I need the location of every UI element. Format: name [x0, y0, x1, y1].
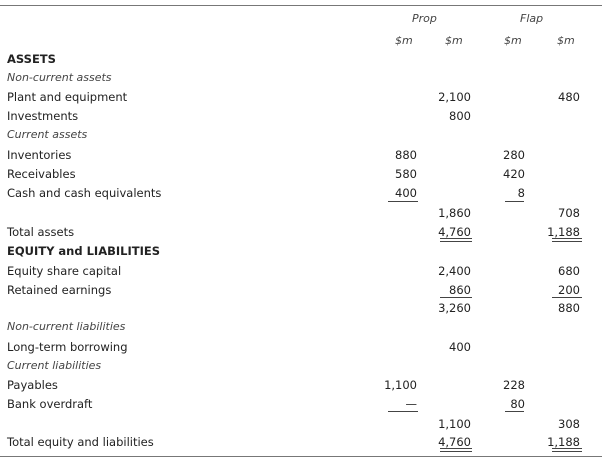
row-label: Retained earnings — [7, 283, 112, 297]
amount-c2: 860 — [449, 283, 471, 297]
amount-c1: 1,100 — [384, 378, 417, 392]
amount-c4: 200 — [558, 283, 580, 297]
amount-c2: 400 — [449, 340, 471, 354]
amount-c4: 480 — [558, 90, 580, 104]
table-row — [0, 338, 602, 358]
row-label: Plant and equipment — [7, 90, 128, 104]
amount-c2: 800 — [449, 109, 471, 123]
double-underline-flap-total-assets — [552, 238, 582, 242]
row-label: Long-term borrowing — [7, 340, 128, 354]
amount-c4: 708 — [558, 206, 580, 220]
amount-c4: 880 — [558, 301, 580, 315]
table-row — [0, 165, 602, 185]
currency-col-3: $m — [504, 34, 522, 47]
table-row — [0, 50, 602, 70]
row-label: EQUITY and LIABILITIES — [7, 244, 161, 258]
amount-c4: 308 — [558, 417, 580, 431]
row-label: Equity share capital — [7, 264, 122, 278]
amount-c2: 1,100 — [438, 417, 471, 431]
underline-prop-current-assets — [388, 201, 418, 202]
amount-c3: 228 — [503, 378, 525, 392]
currency-col-2: $m — [445, 34, 463, 47]
underline-prop-equity — [440, 297, 472, 298]
table-row — [0, 395, 602, 415]
table-row — [0, 415, 602, 435]
amount-c1: 880 — [395, 148, 417, 162]
currency-col-1: $m — [395, 34, 413, 47]
table-row — [0, 126, 602, 146]
row-label: Non-current assets — [7, 71, 112, 84]
row-label: Bank overdraft — [7, 397, 93, 411]
table-row — [0, 281, 602, 301]
row-label: Payables — [7, 378, 58, 392]
amount-c3: 8 — [517, 186, 525, 200]
top-rule — [0, 5, 602, 6]
row-label: Current liabilities — [7, 359, 102, 372]
row-label: Receivables — [7, 167, 76, 181]
bottom-rule — [0, 456, 602, 457]
table-row — [0, 433, 602, 453]
table-row — [0, 88, 602, 108]
row-label: Total assets — [7, 225, 75, 239]
amount-c4: 680 — [558, 264, 580, 278]
row-label: Total equity and liabilities — [7, 435, 154, 449]
double-underline-flap-total-eq-liab — [552, 448, 582, 452]
table-row — [0, 357, 602, 377]
row-label: ASSETS — [7, 52, 56, 66]
row-label: Cash and cash equivalents — [7, 186, 162, 200]
amount-c3: 80 — [510, 397, 525, 411]
amount-c2: 2,400 — [438, 264, 471, 278]
row-label: Non-current liabilities — [7, 320, 126, 333]
amount-c1: — — [405, 397, 417, 411]
amount-c1: 400 — [395, 186, 417, 200]
amount-c3: 420 — [503, 167, 525, 181]
table-row — [0, 69, 602, 89]
underline-flap-equity — [552, 297, 582, 298]
table-row — [0, 318, 602, 338]
row-label: Current assets — [7, 128, 88, 141]
amount-c2: 3,260 — [438, 301, 471, 315]
header-prop: Prop — [412, 12, 437, 25]
amount-c2: 2,100 — [438, 90, 471, 104]
table-row — [0, 262, 602, 282]
table-row — [0, 376, 602, 396]
table-row — [0, 242, 602, 262]
row-label: Inventories — [7, 148, 72, 162]
table-row — [0, 299, 602, 319]
currency-col-4: $m — [557, 34, 575, 47]
underline-flap-current-assets — [505, 201, 524, 202]
table-row — [0, 146, 602, 166]
amount-c4: 1,188 — [547, 225, 580, 239]
table-row — [0, 223, 602, 243]
underline-flap-current-liabilities — [505, 411, 524, 412]
amount-c4: 1,188 — [547, 435, 580, 449]
header-flap: Flap — [520, 12, 544, 25]
amount-c3: 280 — [503, 148, 525, 162]
amount-c2: 1,860 — [438, 206, 471, 220]
amount-c2: 4,760 — [438, 435, 471, 449]
table-row — [0, 204, 602, 224]
amount-c2: 4,760 — [438, 225, 471, 239]
table-row — [0, 107, 602, 127]
amount-c1: 580 — [395, 167, 417, 181]
underline-prop-current-liabilities — [388, 411, 418, 412]
double-underline-prop-total-eq-liab — [440, 448, 472, 452]
row-label: Investments — [7, 109, 79, 123]
double-underline-prop-total-assets — [440, 238, 472, 242]
